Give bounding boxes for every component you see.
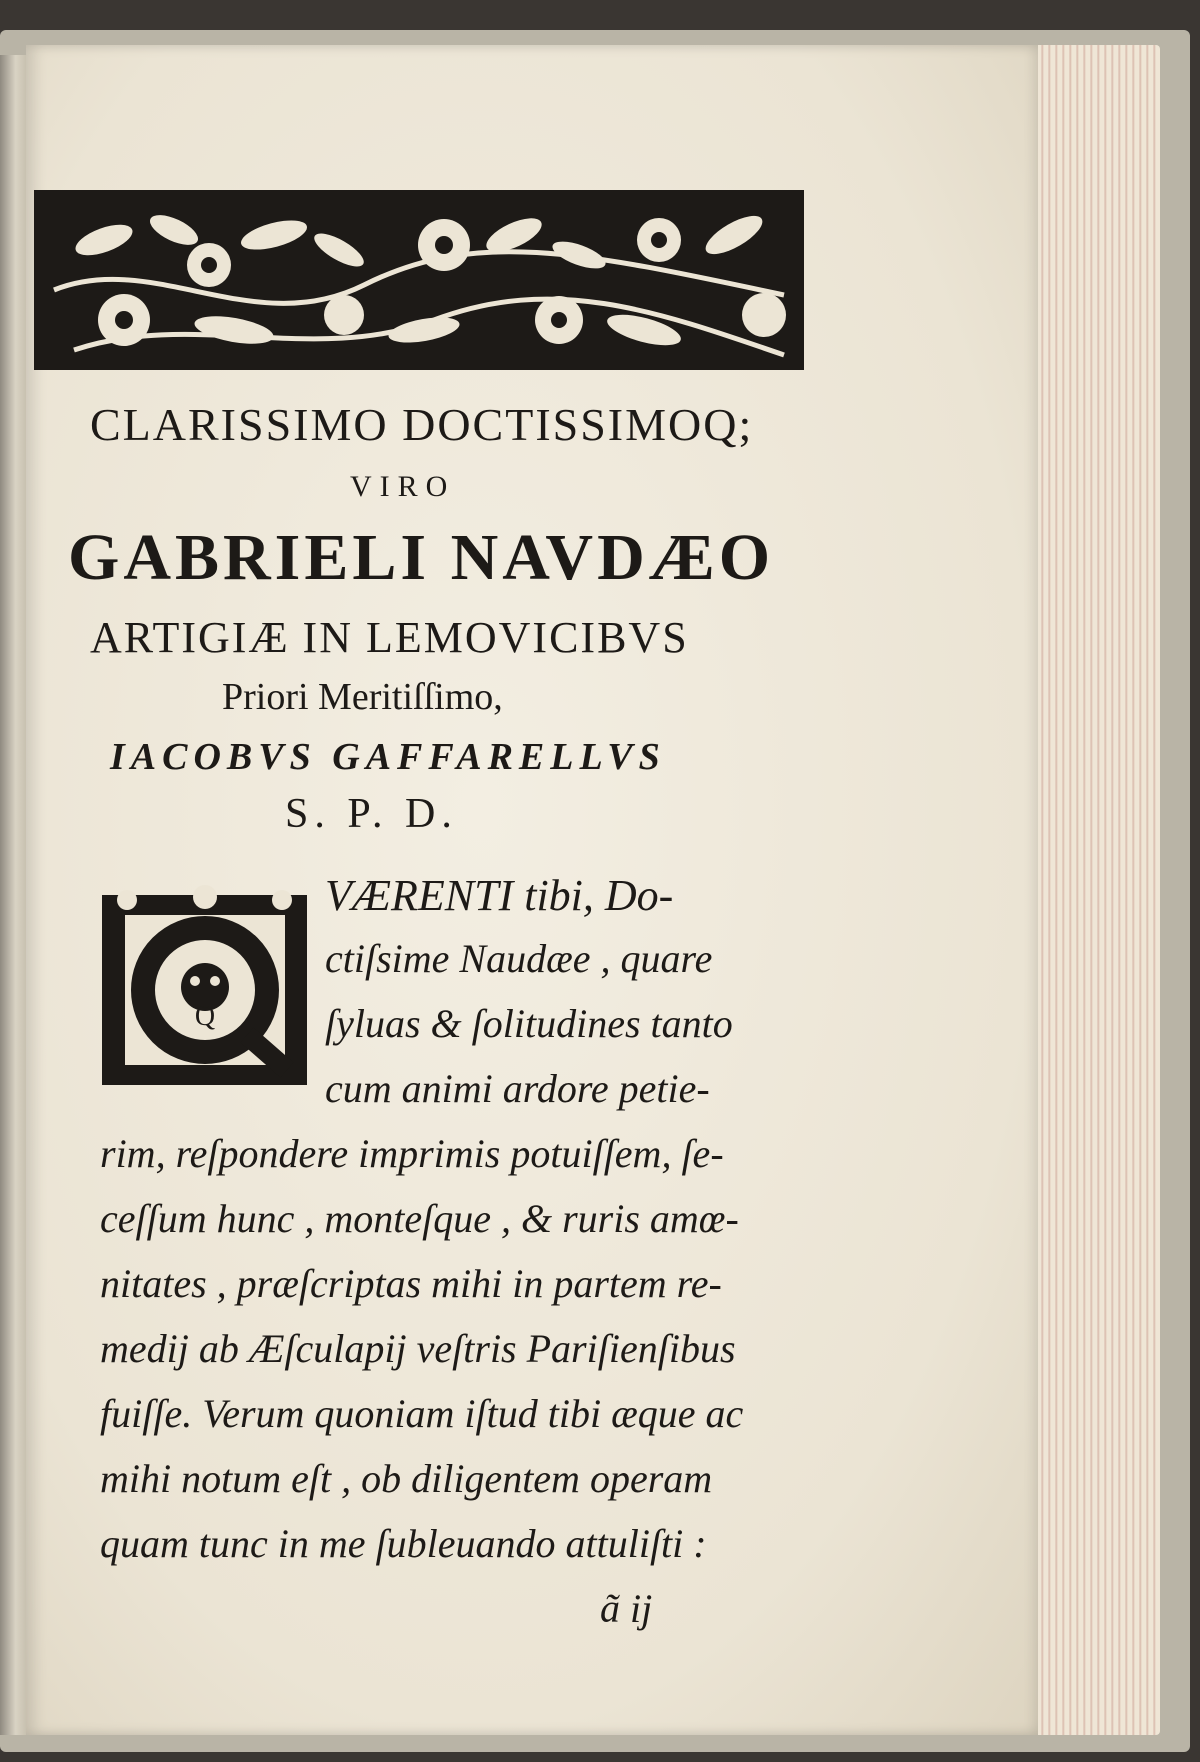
facing-page-edge — [0, 55, 26, 1735]
body-line-4: cum animi ardore petie- — [325, 1066, 710, 1111]
body-line-11: quam tunc in me ſubleuando attuliſti : — [100, 1521, 707, 1566]
floral-headpiece-ornament — [34, 190, 804, 370]
body-line-10: mihi notum eſt , ob diligentem operam — [100, 1456, 713, 1501]
heading-line-6: IACOBVS GAFFARELLVS — [110, 736, 666, 778]
body-line-6: ceſſum hunc , monteſque , & ruris amœ- — [100, 1196, 739, 1241]
page-edges — [1030, 45, 1160, 1735]
body-line-8: medij ab Æſculapij veſtris Pariſienſibus — [100, 1326, 736, 1371]
initial-letter: Q — [194, 1001, 216, 1032]
heading-line-5: Priori Meritiſſimo, — [222, 676, 503, 718]
heading-line-4: ARTIGIÆ IN LEMOVICIBVS — [90, 613, 689, 662]
body-line-3: ſyluas & ſolitudines tanto — [325, 1001, 733, 1046]
body-line-9: fuiſſe. Verum quoniam iſtud tibi æque ac — [100, 1391, 744, 1436]
heading-line-2: VIRO — [350, 470, 456, 503]
heading-line-7: S. P. D. — [285, 791, 458, 837]
heading-line-3: GABRIELI NAVDÆO — [68, 521, 775, 594]
heading-line-1: CLARISSIMO DOCTISSIMOQ; — [90, 399, 754, 450]
body-line-7: nitates , præſcriptas mihi in partem re- — [100, 1261, 722, 1306]
body-line-1: VÆRENTI tibi, Do- — [325, 871, 674, 920]
signature-mark: ã ij — [600, 1586, 653, 1631]
decorated-initial-q — [97, 875, 312, 1090]
body-line-5: rim, reſpondere imprimis potuiſſem, ſe- — [100, 1131, 724, 1176]
body-line-2: ctiſsime Naudæe , quare — [325, 936, 713, 981]
